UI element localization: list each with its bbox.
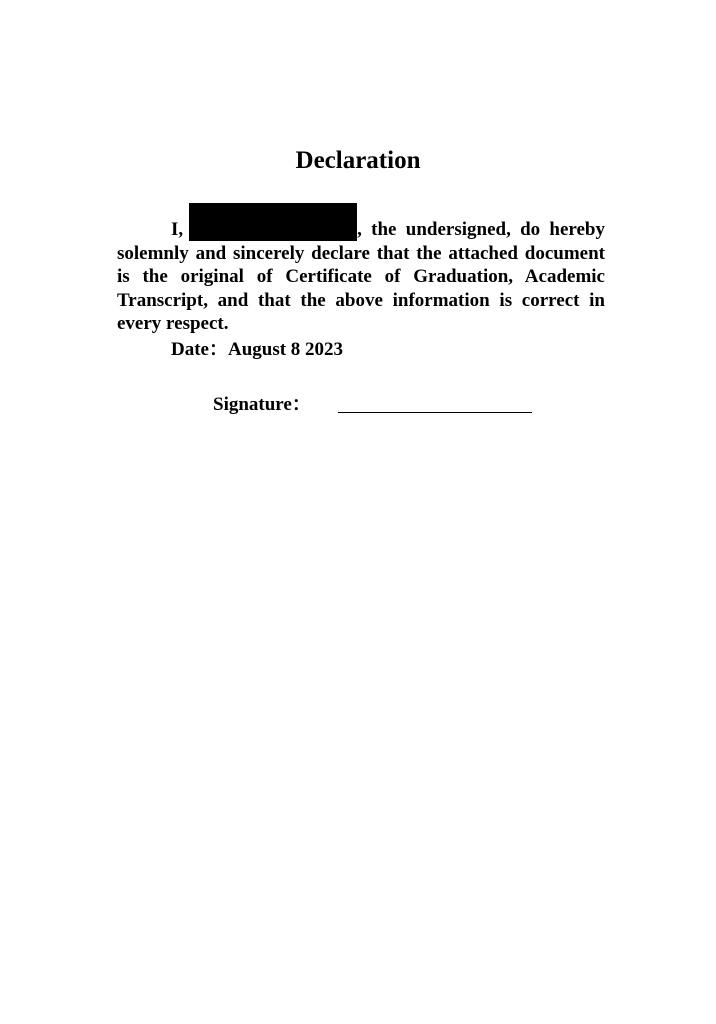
- signature-line: [213, 393, 311, 417]
- page-title: Declaration: [295, 147, 421, 174]
- declaration-paragraph: [117, 203, 605, 336]
- date-line: [171, 338, 343, 362]
- declaration-prefix: I,: [171, 219, 184, 240]
- date-value: August 8 2023: [227, 339, 344, 360]
- redacted-name-block: [189, 203, 357, 241]
- signature-blank: [338, 412, 532, 413]
- signature-label: Signature：: [213, 394, 311, 415]
- declaration-text: , the undersigned, do hereby solemnly and sincerely declare that the attached document is the original of Certificate of Graduation, Academic Transcript, and that the above information is correct in every respect.: [117, 219, 605, 334]
- date-label: Date：: [171, 339, 228, 360]
